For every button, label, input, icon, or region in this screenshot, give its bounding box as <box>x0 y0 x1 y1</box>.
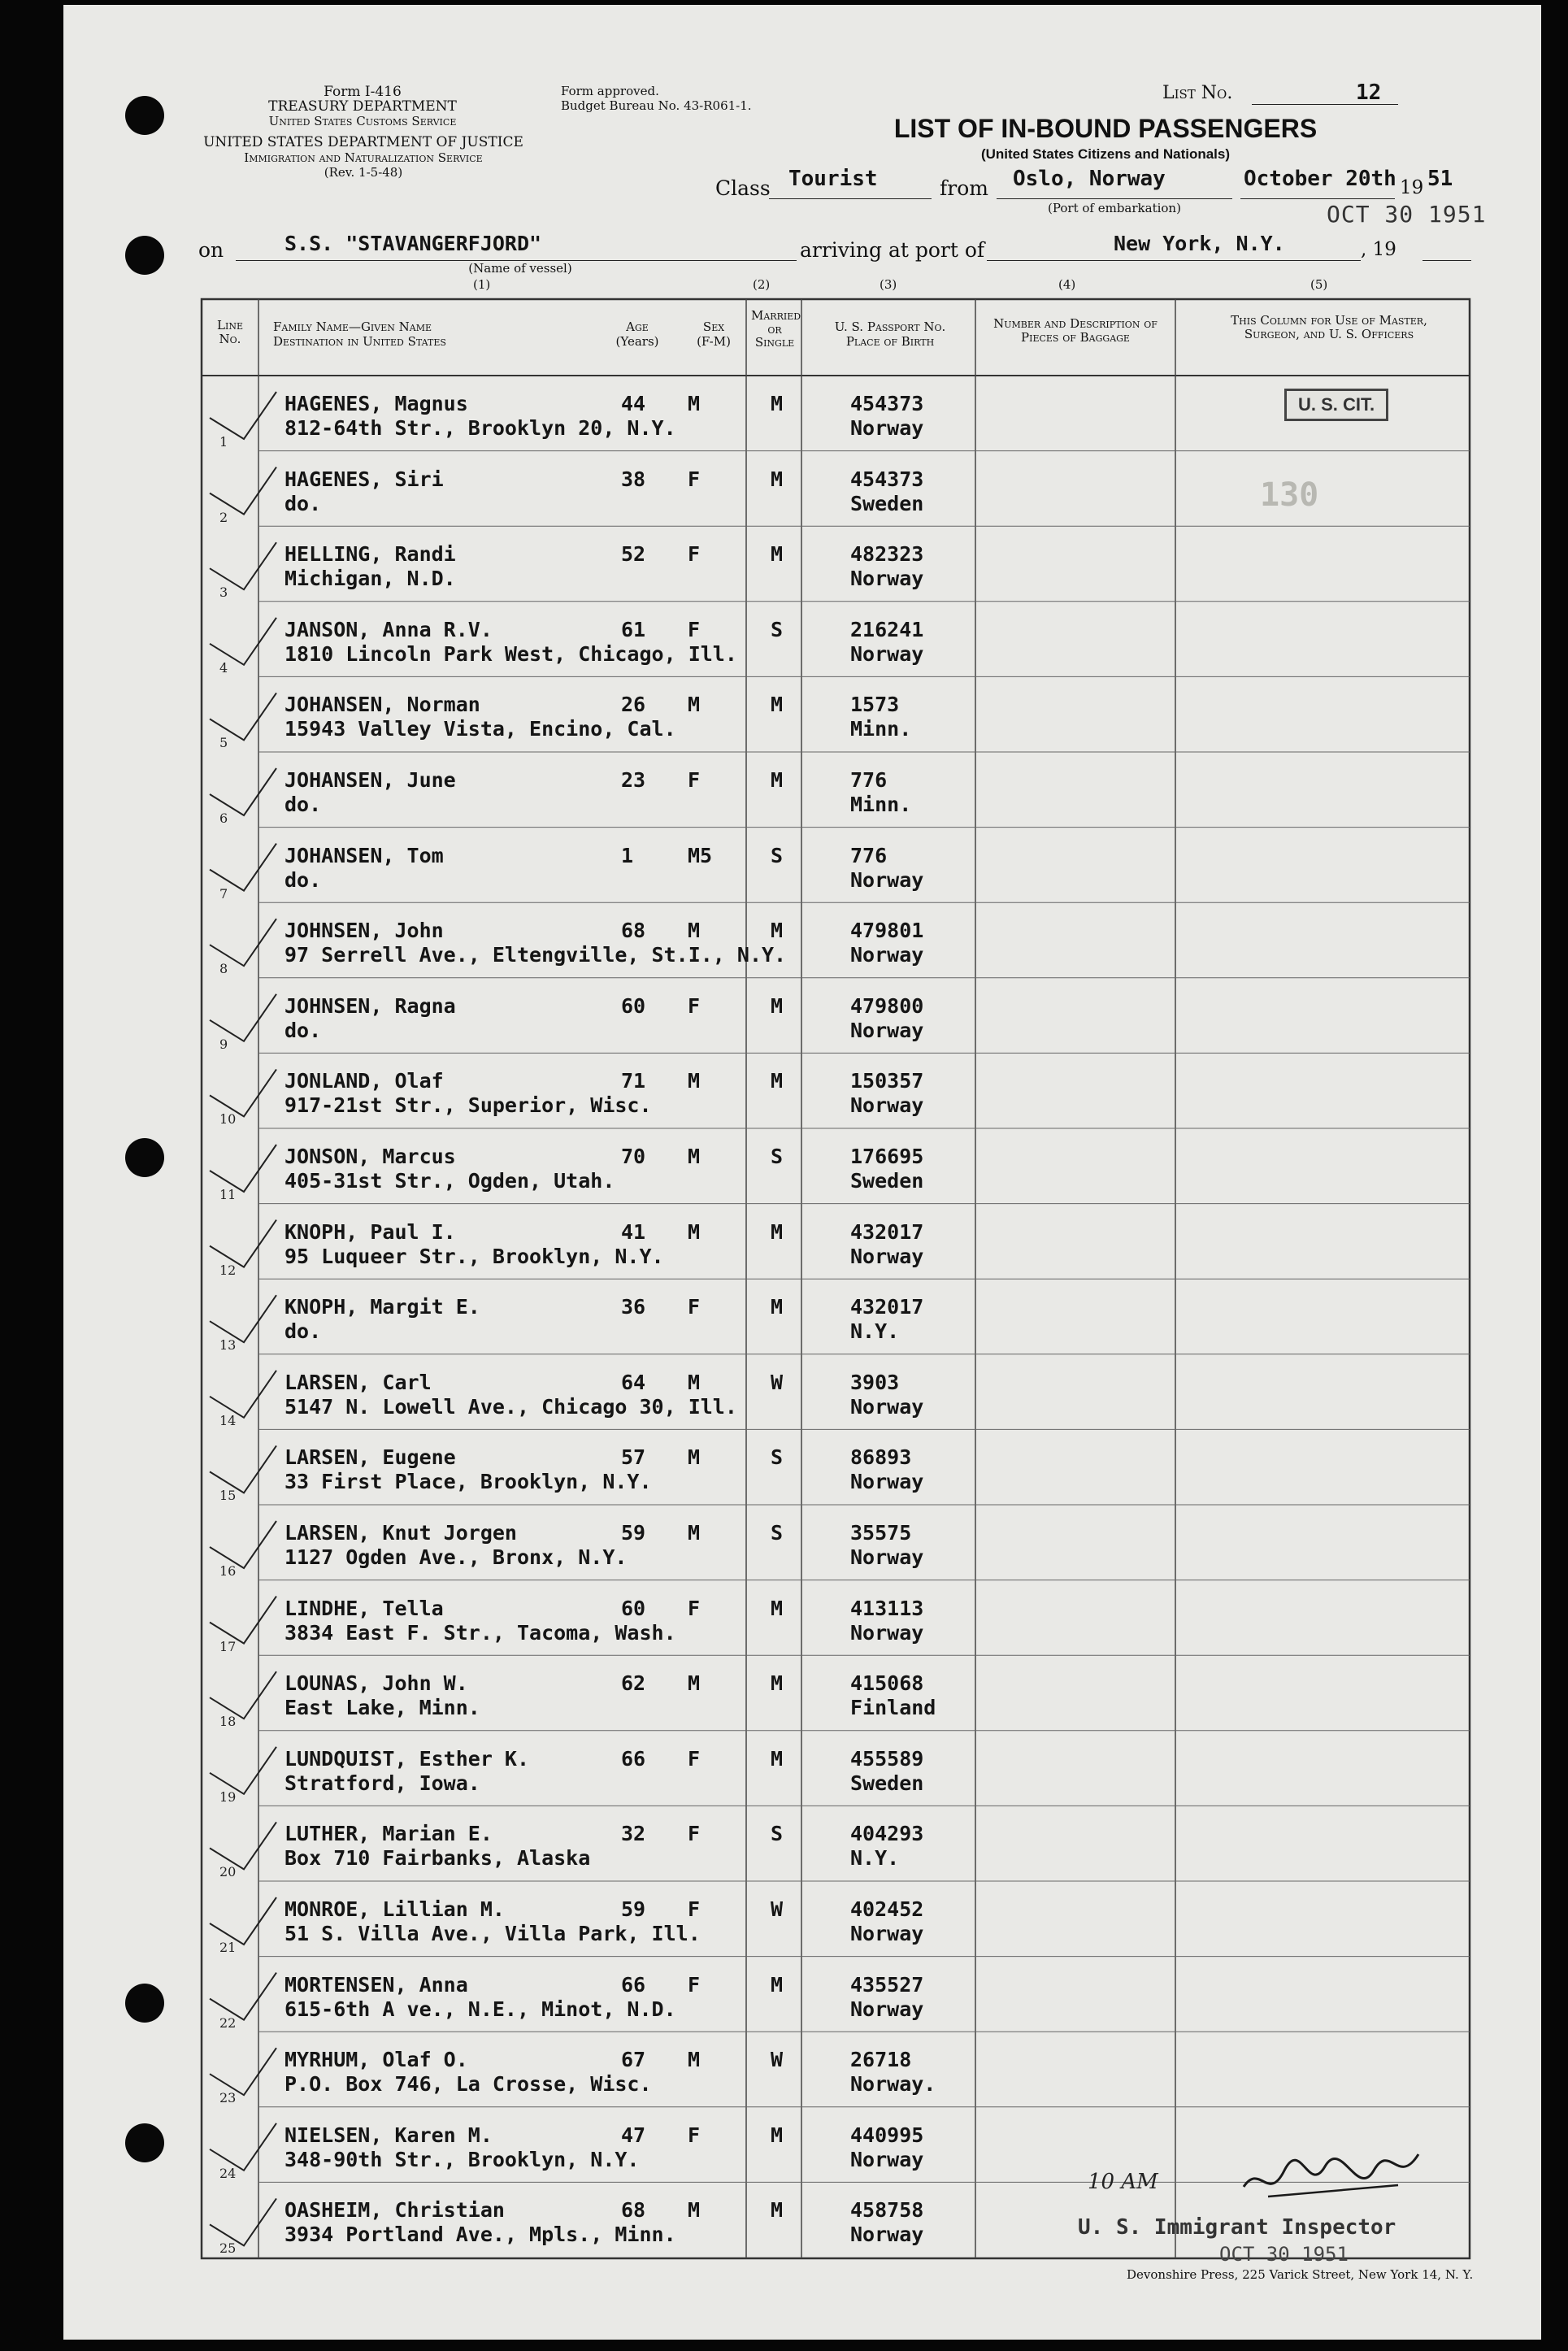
passenger-sex: F <box>688 542 701 567</box>
passenger-name: NIELSEN, Karen M. <box>284 2123 493 2147</box>
table-row <box>0 1128 1568 1204</box>
passport-number: 435527 <box>850 1972 924 1997</box>
page-title: LIST OF IN-BOUND PASSENGERS <box>893 114 1318 143</box>
place-of-birth: Norway <box>850 1018 924 1042</box>
passenger-age: 70 <box>621 1145 646 1168</box>
passenger-name: JONSON, Marcus <box>284 1145 456 1168</box>
place-of-birth: Norway <box>850 1244 924 1268</box>
printer-footer: Devonshire Press, 225 Varick Street, New York 14, N. Y. <box>1127 2267 1474 2282</box>
passport-number: 482323 <box>850 542 924 567</box>
class-label: Class <box>715 176 771 200</box>
passenger-sex: F <box>688 768 701 792</box>
passenger-age: 67 <box>621 2048 646 2072</box>
passenger-marital-status: S <box>771 1445 784 1470</box>
passenger-name: MORTENSEN, Anna <box>284 1972 468 1997</box>
col-num-5: (5) <box>1310 277 1328 292</box>
passenger-age: 41 <box>621 1219 646 1244</box>
list-no-label: List No. <box>1162 83 1233 103</box>
line-number: 6 <box>219 810 228 826</box>
place-of-birth: N.Y. <box>850 1319 900 1344</box>
passenger-sex: M <box>688 1671 701 1696</box>
line-number: 15 <box>219 1488 237 1504</box>
passenger-destination: Box 710 Fairbanks, Alaska <box>284 1846 591 1871</box>
place-of-birth: Finland <box>850 1696 936 1720</box>
passenger-age: 60 <box>621 993 646 1018</box>
header-age: Age <box>626 319 649 334</box>
table-row <box>0 1731 1568 1806</box>
passport-number: 1573 <box>850 693 900 717</box>
passenger-destination: 15943 Valley Vista, Encino, Cal. <box>284 717 676 741</box>
passport-number: 432017 <box>850 1295 924 1319</box>
time-note: 10 AM <box>1088 2170 1158 2194</box>
passenger-name: JONLAND, Olaf <box>284 1069 444 1093</box>
table-row <box>0 526 1568 602</box>
table-row <box>0 676 1568 752</box>
header-sex: Sex <box>702 319 725 334</box>
passenger-destination: East Lake, Minn. <box>284 1696 480 1720</box>
table-row <box>0 1655 1568 1731</box>
passenger-name: LARSEN, Knut Jorgen <box>284 1521 517 1545</box>
place-of-birth: Norway <box>850 641 924 666</box>
line-number: 22 <box>219 2014 237 2031</box>
passenger-destination: 97 Serrell Ave., Eltengville, St.I., N.Y. <box>284 943 787 967</box>
table-row <box>0 1053 1568 1128</box>
passenger-marital-status: M <box>771 919 784 943</box>
line-number: 12 <box>219 1262 237 1278</box>
passenger-name: HAGENES, Magnus <box>284 392 468 415</box>
passport-number: 402452 <box>850 1897 924 1921</box>
table-row <box>0 1279 1568 1354</box>
list-no-value: 12 <box>1356 80 1382 105</box>
passport-number: 458758 <box>850 2198 924 2223</box>
punch-hole <box>125 236 164 275</box>
passport-number: 432017 <box>850 1219 924 1244</box>
passenger-age: 60 <box>621 1596 646 1620</box>
passenger-marital-status: S <box>771 843 784 867</box>
line-number: 14 <box>219 1412 237 1428</box>
form-approved: Form approved. <box>561 84 659 98</box>
passport-number: 454373 <box>850 467 924 491</box>
us-citizen-stamp: U. S. CIT. <box>1284 389 1388 421</box>
passenger-name: LUTHER, Marian E. <box>284 1822 493 1846</box>
passport-number: 413113 <box>850 1596 924 1620</box>
passenger-sex: F <box>688 1822 701 1846</box>
passenger-sex: M <box>688 1370 701 1394</box>
place-of-birth: Minn. <box>850 717 912 741</box>
passport-number: 86893 <box>850 1445 912 1470</box>
place-of-birth: Norway <box>850 1093 924 1118</box>
passenger-destination: do. <box>284 867 322 892</box>
place-of-birth: Norway <box>850 2223 924 2247</box>
passenger-destination: Stratford, Iowa. <box>284 1771 480 1795</box>
passenger-marital-status: M <box>771 2198 784 2223</box>
year-value: 51 <box>1427 167 1453 191</box>
passport-number: 150357 <box>850 1069 924 1093</box>
passenger-sex: M <box>688 919 701 943</box>
date-value: October 20th <box>1244 167 1396 191</box>
passenger-name: JOHANSEN, Tom <box>284 843 444 867</box>
passenger-name: JOHNSEN, Ragna <box>284 993 456 1018</box>
revision: (Rev. 1-5-48) <box>324 165 403 180</box>
line-number: 25 <box>219 2240 237 2257</box>
passport-number: 440995 <box>850 2123 924 2147</box>
passenger-age: 59 <box>621 1897 646 1921</box>
table-row <box>0 1429 1568 1505</box>
line-number: 7 <box>219 885 228 902</box>
vessel-name: S.S. "STAVANGERFJORD" <box>284 232 542 255</box>
passenger-marital-status: M <box>771 1596 784 1620</box>
place-of-birth: Norway <box>850 1922 924 1945</box>
passport-number: 479801 <box>850 919 924 943</box>
from-value: Oslo, Norway <box>1013 167 1166 191</box>
customs-service: United States Customs Service <box>268 114 457 128</box>
passenger-sex: M <box>688 1445 701 1470</box>
passenger-name: HAGENES, Siri <box>284 467 444 491</box>
passport-number: 479800 <box>850 993 924 1018</box>
inspector-stamp: U. S. Immigrant Inspector <box>1078 2215 1396 2240</box>
passport-number: 776 <box>850 843 888 867</box>
punch-hole <box>125 96 164 135</box>
passenger-sex: M <box>688 1145 701 1168</box>
passenger-marital-status: M <box>771 2123 784 2147</box>
passenger-sex: F <box>688 2123 701 2147</box>
passenger-age: 52 <box>621 542 646 567</box>
place-of-birth: N.Y. <box>850 1846 900 1871</box>
header-baggage: Number and Description of Pieces of Baggage <box>993 316 1158 345</box>
table-row <box>0 1204 1568 1280</box>
passenger-destination: Michigan, N.D. <box>284 567 456 591</box>
place-of-birth: Norway <box>850 1997 924 2021</box>
from-label: from <box>940 176 988 200</box>
place-of-birth: Norway <box>850 943 924 967</box>
table-row <box>0 828 1568 903</box>
passenger-destination: 1127 Ogden Ave., Bronx, N.Y. <box>284 1545 628 1569</box>
passenger-marital-status: M <box>771 693 784 717</box>
passenger-age: 57 <box>621 1445 646 1470</box>
passenger-name: JOHANSEN, Norman <box>284 693 480 717</box>
passenger-sex: M <box>688 2048 701 2072</box>
col-num-4: (4) <box>1058 277 1076 292</box>
header-destination: Destination in United States <box>273 334 446 349</box>
passenger-age: 68 <box>621 919 646 943</box>
table-row <box>0 752 1568 828</box>
passenger-sex: F <box>688 1596 701 1620</box>
passenger-destination: 3934 Portland Ave., Mpls., Minn. <box>284 2223 676 2247</box>
header-officers: This Column for Use of Master, Surgeon, and U. S. Officers <box>1231 313 1427 342</box>
passenger-name: KNOPH, Margit E. <box>284 1295 480 1319</box>
passenger-destination: 615-6th A ve., N.E., Minot, N.D. <box>284 1997 676 2021</box>
passport-number: 26718 <box>850 2048 912 2072</box>
header-passport: U. S. Passport No. <box>834 319 946 334</box>
passenger-age: 23 <box>621 768 646 792</box>
passenger-marital-status: S <box>771 1521 784 1545</box>
passenger-age: 66 <box>621 1972 646 1997</box>
place-of-birth: Norway <box>850 867 924 892</box>
passenger-name: LARSEN, Carl <box>284 1370 432 1394</box>
place-of-birth: Norway <box>850 1394 924 1419</box>
passport-number: 776 <box>850 768 888 792</box>
header-name: Family Name—Given Name <box>273 319 432 334</box>
passenger-marital-status: S <box>771 617 784 641</box>
table-row <box>0 1505 1568 1580</box>
passenger-sex: F <box>688 1746 701 1771</box>
place-of-birth: Norway. <box>850 2072 936 2097</box>
passenger-destination: 33 First Place, Brooklyn, N.Y. <box>284 1470 652 1494</box>
passenger-name: LINDHE, Tella <box>284 1596 444 1620</box>
port-embarkation-caption: (Port of embarkation) <box>1048 201 1181 215</box>
treasury-dept: TREASURY DEPARTMENT <box>268 98 457 115</box>
arrival-port: New York, N.Y. <box>1114 232 1285 255</box>
place-of-birth: Minn. <box>850 793 912 816</box>
col-num-3: (3) <box>880 277 897 292</box>
passenger-sex: M <box>688 693 701 717</box>
table-row <box>0 1580 1568 1656</box>
passenger-marital-status: W <box>771 1370 784 1394</box>
passenger-destination: do. <box>284 1319 322 1344</box>
passenger-sex: F <box>688 993 701 1018</box>
line-number: 8 <box>219 961 228 977</box>
passenger-marital-status: M <box>771 467 784 491</box>
passenger-sex: F <box>688 1897 701 1921</box>
line-number: 19 <box>219 1788 237 1805</box>
line-number: 5 <box>219 735 228 751</box>
table-row <box>0 978 1568 1054</box>
place-of-birth: Norway <box>850 1470 924 1494</box>
on-label: on <box>198 238 224 262</box>
line-number: 1 <box>219 434 228 450</box>
passenger-marital-status: M <box>771 1671 784 1696</box>
header-line-no: Line No. <box>217 318 243 347</box>
passenger-sex: F <box>688 1972 701 1997</box>
place-of-birth: Sweden <box>850 1771 924 1795</box>
passenger-destination: 348-90th Str., Brooklyn, N.Y. <box>284 2147 640 2171</box>
passenger-name: MONROE, Lillian M. <box>284 1897 505 1921</box>
passenger-destination: 95 Luqueer Str., Brooklyn, N.Y. <box>284 1244 664 1268</box>
passport-number: 455589 <box>850 1746 924 1771</box>
line-number: 9 <box>219 1036 228 1052</box>
passenger-marital-status: S <box>771 1145 784 1168</box>
col-num-2: (2) <box>753 277 771 292</box>
line-number: 18 <box>219 1714 237 1730</box>
passenger-destination: 812-64th Str., Brooklyn 20, N.Y. <box>284 416 676 440</box>
passenger-destination: do. <box>284 793 322 816</box>
page-subtitle: (United States Citizens and Nationals) <box>980 146 1231 162</box>
form-number: Form I-416 <box>324 84 402 100</box>
line-number: 4 <box>219 659 228 676</box>
line-number: 13 <box>219 1337 237 1354</box>
passenger-name: JOHNSEN, John <box>284 919 444 943</box>
passenger-age: 68 <box>621 2198 646 2223</box>
passenger-name: JOHANSEN, June <box>284 768 456 792</box>
passenger-age: 62 <box>621 1671 646 1696</box>
passenger-name: LOUNAS, John W. <box>284 1671 468 1696</box>
table-row <box>0 1881 1568 1957</box>
table-row <box>0 2032 1568 2107</box>
passenger-marital-status: M <box>771 1069 784 1093</box>
passenger-destination: do. <box>284 1018 322 1042</box>
place-of-birth: Norway <box>850 567 924 591</box>
table-row <box>0 602 1568 677</box>
line-number: 2 <box>219 509 228 525</box>
passport-number: 35575 <box>850 1521 912 1545</box>
line-number: 23 <box>219 2090 237 2106</box>
ins-service: Immigration and Naturalization Service <box>244 150 483 165</box>
stamp-number: 130 <box>1260 476 1319 514</box>
line-number: 11 <box>219 1187 237 1202</box>
passenger-marital-status: M <box>771 1972 784 1997</box>
passport-number: 454373 <box>850 392 924 415</box>
header-married: Married or Single <box>751 308 801 350</box>
passenger-name: LARSEN, Eugene <box>284 1445 456 1470</box>
passenger-marital-status: W <box>771 1897 784 1921</box>
place-of-birth: Norway <box>850 2147 924 2171</box>
passenger-marital-status: W <box>771 2048 784 2072</box>
line-number: 10 <box>219 1111 237 1128</box>
col-num-1: (1) <box>473 277 491 292</box>
passport-number: 3903 <box>850 1370 900 1394</box>
arrival-year: , 19 <box>1361 239 1396 260</box>
passenger-destination: 1810 Lincoln Park West, Chicago, Ill. <box>284 641 737 666</box>
passenger-marital-status: M <box>771 1746 784 1771</box>
passenger-destination: 405-31st Str., Ogden, Utah. <box>284 1169 615 1193</box>
passenger-name: JANSON, Anna R.V. <box>284 617 493 641</box>
passenger-sex: F <box>688 617 701 641</box>
vessel-caption: (Name of vessel) <box>468 261 572 276</box>
line-number: 17 <box>219 1638 237 1654</box>
line-number: 24 <box>219 2165 237 2181</box>
passenger-age: 66 <box>621 1746 646 1771</box>
inspector-date-stamp: OCT 30 1951 <box>1219 2243 1349 2266</box>
passenger-sex: M <box>688 1521 701 1545</box>
passport-number: 404293 <box>850 1822 924 1846</box>
passport-number: 415068 <box>850 1671 924 1696</box>
passenger-marital-status: M <box>771 768 784 792</box>
table-row <box>0 1354 1568 1430</box>
place-of-birth: Norway <box>850 1545 924 1569</box>
table-row <box>0 1957 1568 2032</box>
line-number: 20 <box>219 1864 237 1880</box>
passenger-sex: M <box>688 1219 701 1244</box>
passenger-destination: 51 S. Villa Ave., Villa Park, Ill. <box>284 1922 701 1945</box>
table-row <box>0 902 1568 978</box>
passenger-age: 1 <box>621 843 634 867</box>
passenger-age: 44 <box>621 392 646 415</box>
passenger-destination: 3834 East F. Str., Tacoma, Wash. <box>284 1620 676 1645</box>
header-age-sub: (Years) <box>615 334 659 349</box>
passenger-name: HELLING, Randi <box>284 542 456 567</box>
passport-number: 216241 <box>850 617 924 641</box>
date-stamp: OCT 30 1951 <box>1327 201 1487 228</box>
header-birth: Place of Birth <box>845 334 935 349</box>
passenger-marital-status: S <box>771 1822 784 1846</box>
passenger-destination: P.O. Box 746, La Crosse, Wisc. <box>284 2072 652 2097</box>
passenger-name: OASHEIM, Christian <box>284 2198 505 2223</box>
passenger-age: 36 <box>621 1295 646 1319</box>
passenger-sex: M <box>688 1069 701 1093</box>
passenger-destination: 5147 N. Lowell Ave., Chicago 30, Ill. <box>284 1394 737 1419</box>
passenger-age: 26 <box>621 693 646 717</box>
passport-number: 176695 <box>850 1145 924 1168</box>
passenger-marital-status: M <box>771 1295 784 1319</box>
passenger-marital-status: M <box>771 1219 784 1244</box>
place-of-birth: Sweden <box>850 1169 924 1193</box>
place-of-birth: Sweden <box>850 491 924 515</box>
line-number: 16 <box>219 1563 237 1579</box>
budget-bureau: Budget Bureau No. 43-R061-1. <box>561 98 752 113</box>
justice-dept: UNITED STATES DEPARTMENT OF JUSTICE <box>203 134 523 150</box>
place-of-birth: Norway <box>850 1620 924 1645</box>
arriving-label: arriving at port of <box>800 238 985 262</box>
passenger-marital-status: M <box>771 542 784 567</box>
header-sex-sub: (F-M) <box>697 334 731 349</box>
class-value: Tourist <box>788 167 878 191</box>
passenger-name: MYRHUM, Olaf O. <box>284 2048 468 2072</box>
passenger-age: 64 <box>621 1370 646 1394</box>
inspector-signature <box>1236 2146 1422 2211</box>
passenger-age: 61 <box>621 617 646 641</box>
passenger-sex: F <box>688 467 701 491</box>
passenger-name: KNOPH, Paul I. <box>284 1219 456 1244</box>
line-number: 21 <box>219 1940 237 1955</box>
passenger-age: 59 <box>621 1521 646 1545</box>
passenger-destination: do. <box>284 491 322 515</box>
passenger-marital-status: M <box>771 993 784 1018</box>
passenger-sex: M <box>688 392 701 415</box>
line-number: 3 <box>219 584 228 601</box>
passenger-sex: F <box>688 1295 701 1319</box>
passenger-destination: 917-21st Str., Superior, Wisc. <box>284 1093 652 1118</box>
passenger-sex: M5 <box>688 843 713 867</box>
place-of-birth: Norway <box>850 416 924 440</box>
passenger-name: LUNDQUIST, Esther K. <box>284 1746 530 1771</box>
passenger-age: 71 <box>621 1069 646 1093</box>
passenger-sex: M <box>688 2198 701 2223</box>
passenger-age: 32 <box>621 1822 646 1846</box>
year-prefix: 19 <box>1400 177 1424 198</box>
passenger-marital-status: M <box>771 392 784 415</box>
passenger-age: 38 <box>621 467 646 491</box>
table-row <box>0 451 1568 527</box>
table-row <box>0 1806 1568 1881</box>
passenger-age: 47 <box>621 2123 646 2147</box>
